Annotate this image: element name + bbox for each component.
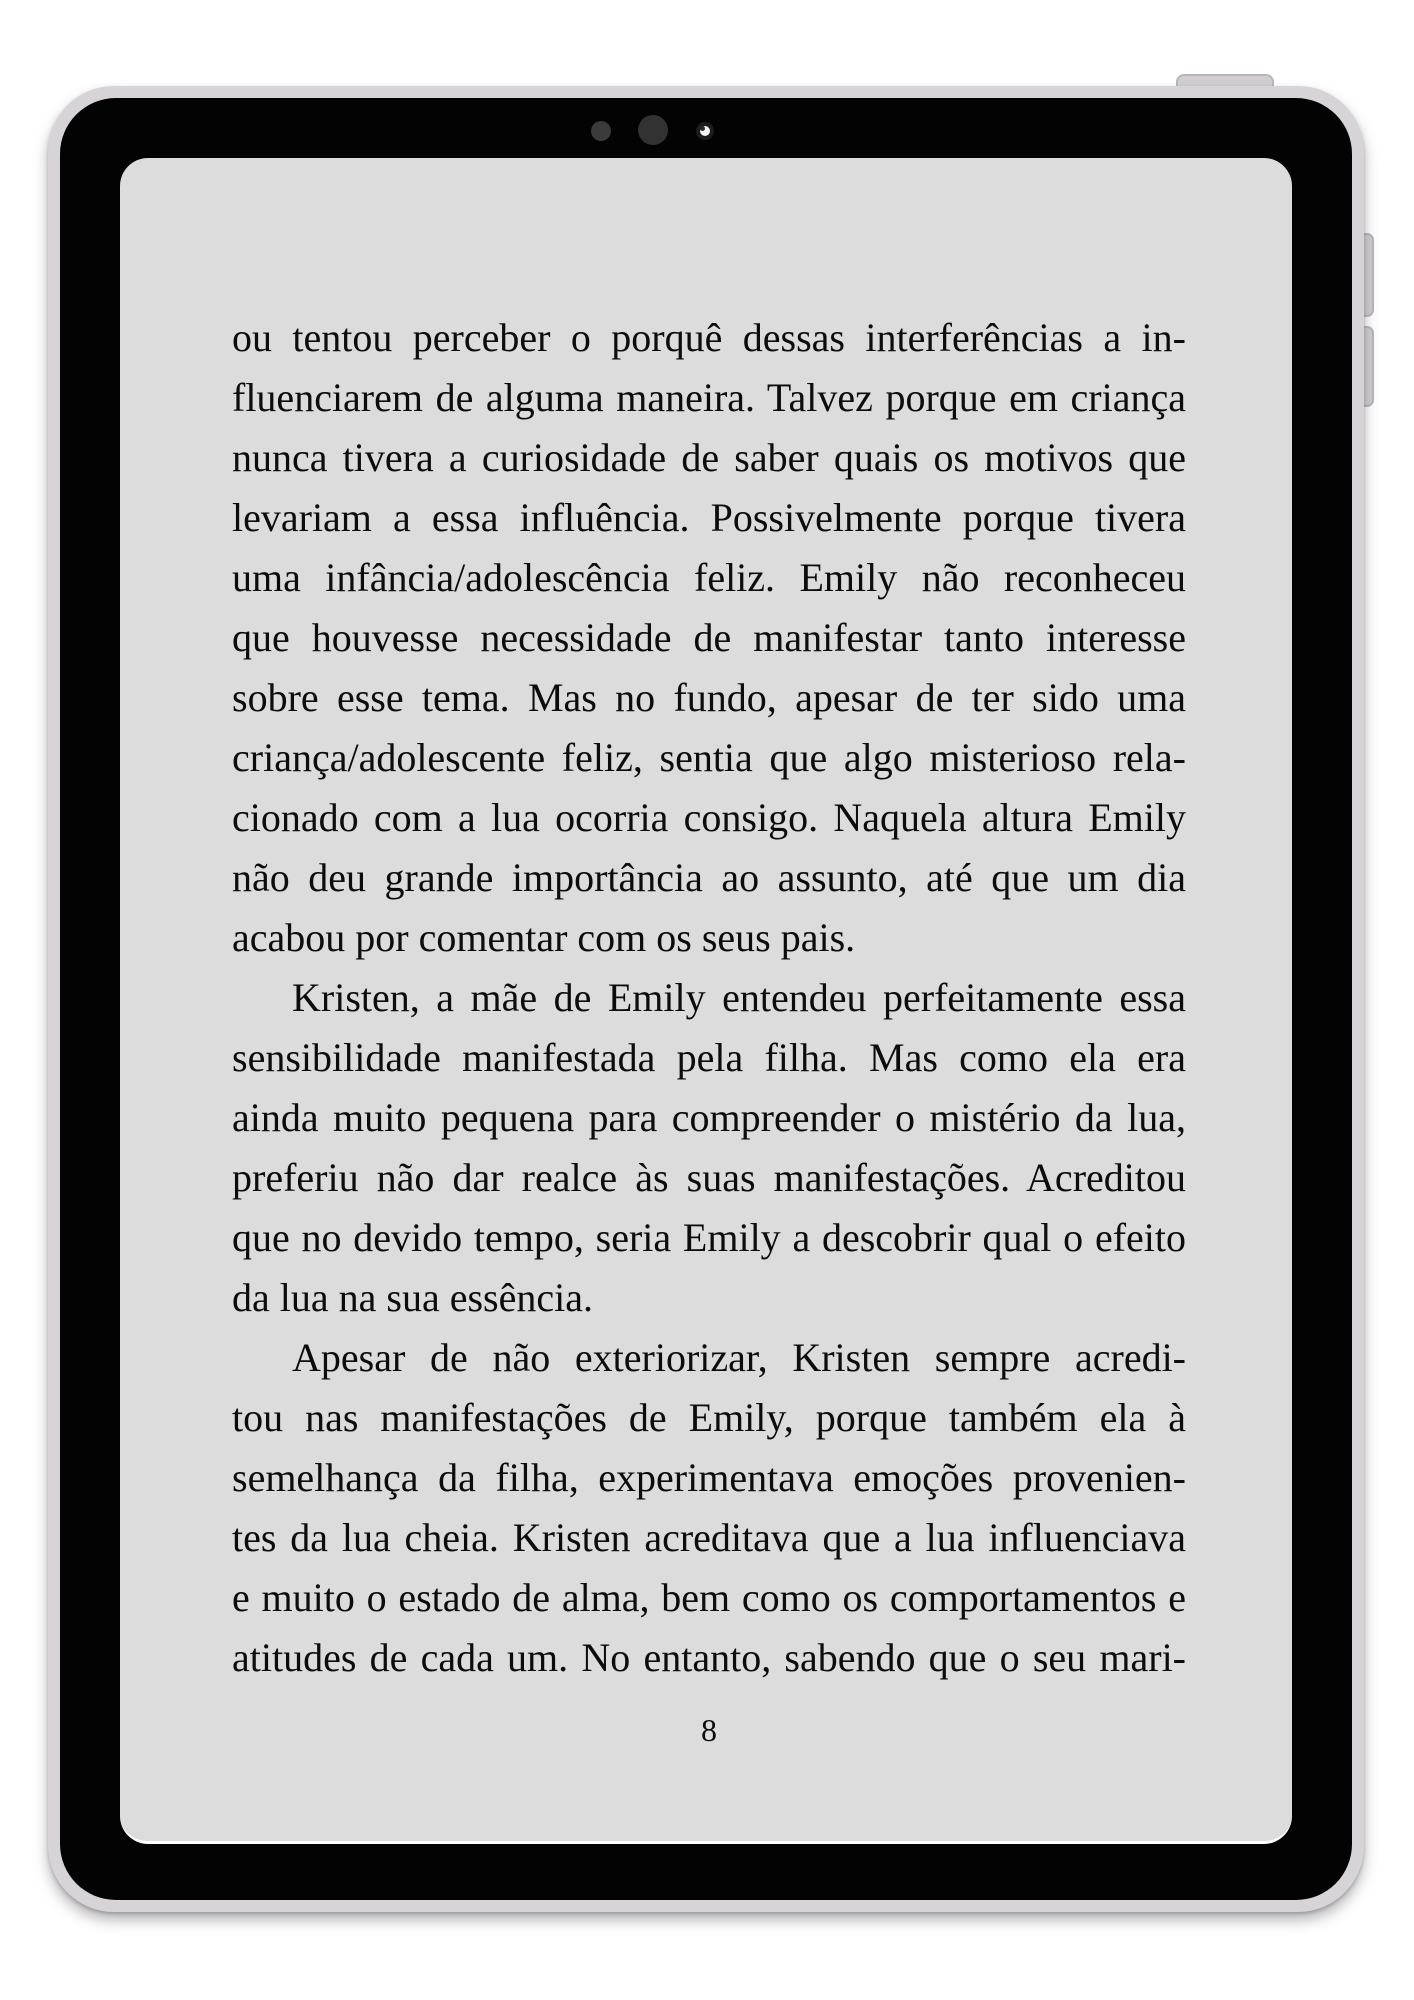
- book-line: sensibilidade manifestada pela filha. Mas como ela era: [232, 1035, 1186, 1080]
- book-line: da lua na sua essência.: [232, 1275, 593, 1320]
- book-line: sobre esse tema. Mas no fundo, apesar de ter sido uma: [232, 675, 1186, 720]
- book-line: levariam a essa influência. Possivelmente porque tivera: [232, 495, 1186, 540]
- book-line: nunca tivera a curiosidade de saber quais os motivos que: [232, 435, 1186, 480]
- book-line: Kristen, a mãe de Emily entendeu perfeitamente essa: [292, 975, 1186, 1020]
- book-line: tou nas manifestações de Emily, porque também ela à: [232, 1395, 1186, 1440]
- book-line: atitudes de cada um. No entanto, sabendo que o seu mari-: [232, 1635, 1186, 1680]
- book-line: que houvesse necessidade de manifestar tanto interesse: [232, 615, 1186, 660]
- book-line: uma infância/adolescência feliz. Emily não reconheceu: [232, 555, 1186, 600]
- book-line: semelhança da filha, experimentava emoções provenien-: [232, 1455, 1186, 1500]
- book-line: e muito o estado de alma, bem como os comportamentos e: [232, 1575, 1186, 1620]
- tablet-bezel: [60, 98, 1352, 1900]
- book-line: criança/adolescente feliz, sentia que algo misterioso rela-: [232, 735, 1186, 780]
- book-line: não deu grande importância ao assunto, até que um dia: [232, 855, 1186, 900]
- book-line: ainda muito pequena para compreender o mistério da lua,: [232, 1095, 1186, 1140]
- book-text: [232, 308, 1186, 1760]
- ereader-screen[interactable]: [120, 158, 1292, 1844]
- book-line: ou tentou perceber o porquê dessas interferências a in-: [232, 315, 1186, 360]
- book-line: tes da lua cheia. Kristen acreditava que a lua influenciava: [232, 1515, 1186, 1560]
- book-line: Apesar de não exteriorizar, Kristen sempre acredi-: [292, 1335, 1186, 1380]
- book-line: acabou por comentar com os seus pais.: [232, 915, 856, 960]
- book-line: que no devido tempo, seria Emily a descobrir qual o efeito: [232, 1215, 1186, 1260]
- lens-pupil: [700, 126, 705, 131]
- tablet-device: [48, 86, 1364, 1912]
- page-number: 8: [701, 1712, 717, 1748]
- front-camera-lens-icon: [696, 122, 714, 140]
- book-line: cionado com a lua ocorria consigo. Naquela altura Emily: [232, 795, 1186, 840]
- camera-dot-icon: [638, 115, 668, 145]
- book-line: fluenciarem de alguma maneira. Talvez porque em criança: [232, 375, 1186, 420]
- book-line: preferiu não dar realce às suas manifestações. Acreditou: [232, 1155, 1186, 1200]
- sensor-dot-icon: [591, 121, 611, 141]
